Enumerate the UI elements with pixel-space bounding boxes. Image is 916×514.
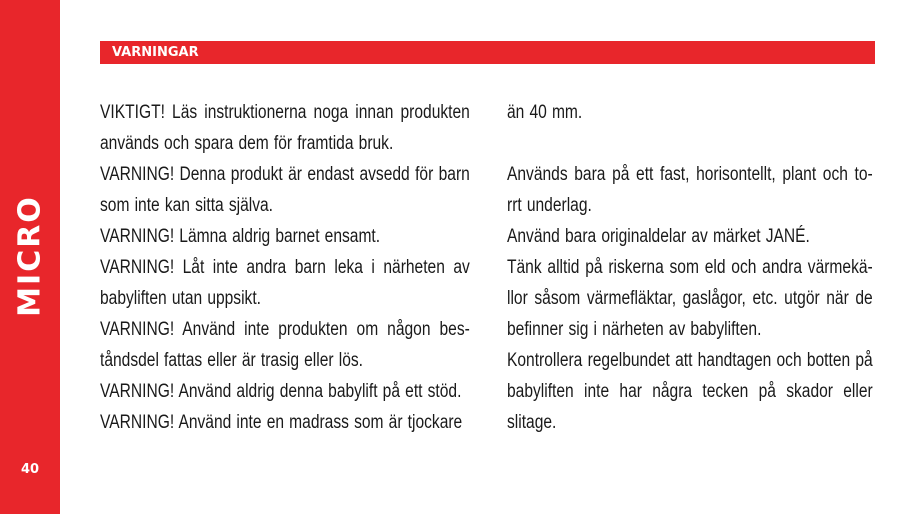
paragraph: Tänk alltid på riskerna som eld och andra värmekä-llor såsom värmefläktar, gaslågor, etc. utgör när de befinner sig i närheten av babyliften. [507,257,873,340]
paragraph: VIKTIGT! Läs instruktionerna noga innan produkten används och spara dem för framtida bruk. [100,102,470,154]
paragraph: Används bara på ett fast, horisontellt, plant och to-rrt underlag. [507,164,873,216]
side-tab [0,0,60,514]
paragraph: VARNING! Använd inte produkten om någon bes-tåndsdel fattas eller är trasig eller lös. [100,319,470,371]
paragraph: VARNING! Denna produkt är endast avsedd för barn som inte kan sitta själva. [100,164,470,216]
paragraph-continuation: än 40 mm. [507,102,583,123]
product-name: MICRO [12,195,48,317]
paragraph: VARNING! Använd aldrig denna babylift på ett stöd. [100,381,462,402]
paragraph: Kontrollera regelbundet att handtagen och botten på babyliften inte har några tecken på skador eller slitage. [507,350,873,433]
paragraph: VARNING! Använd inte en madrass som är tjockare [100,412,463,433]
section-banner [100,41,875,64]
right-text-column [507,97,873,438]
paragraph-gap [507,128,873,159]
paragraph: VARNING! Låt inte andra barn leka i närheten av babyliften utan uppsikt. [100,257,470,309]
section-title: VARNINGAR [112,45,199,60]
left-text-column [100,97,470,438]
paragraph: VARNING! Lämna aldrig barnet ensamt. [100,226,381,247]
page-number: 40 [20,462,40,477]
paragraph: Använd bara originaldelar av märket JANÉ. [507,226,810,247]
